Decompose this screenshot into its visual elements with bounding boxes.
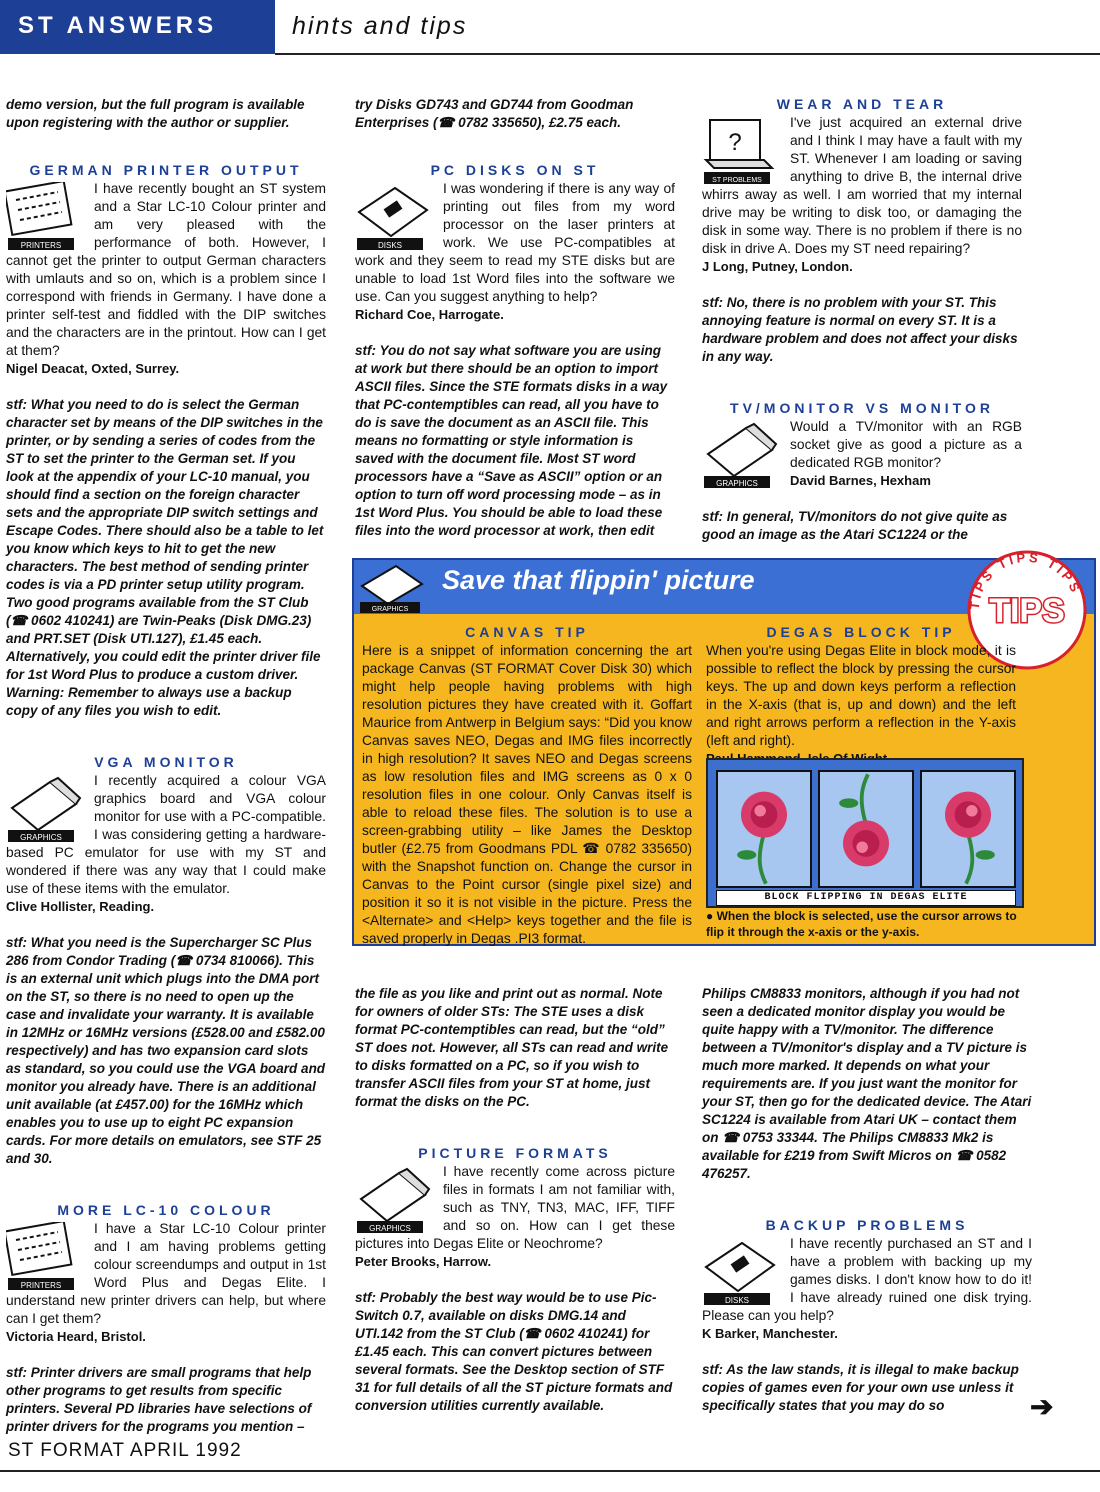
degas-image-caption: BLOCK FLIPPING IN DEGAS ELITE: [716, 890, 1016, 906]
tips-badge-text: TIPS: [989, 592, 1065, 630]
rose-image: [718, 772, 810, 886]
graphics-icon: [355, 1165, 435, 1235]
printers-icon-label: PRINTERS: [20, 1281, 62, 1290]
backup-question: I have recently purchased an ST and I have a problem with backing up my games disks. I don't know how to do it! I have already ruined one disk trying. Please can you help?: [702, 1236, 1032, 1323]
pc-disks-signature: Richard Coe, Harrogate.: [355, 307, 504, 322]
graphics-icon: [6, 774, 86, 844]
backup-answer: stf: As the law stands, it is illegal to make backup copies of games even for your own use unless it specifically states that you may do so: [702, 1362, 1019, 1413]
wear-tear-heading: WEAR AND TEAR: [776, 96, 948, 112]
tv-monitor-signature: David Barnes, Hexham: [790, 473, 931, 488]
degas-tip-body: When you're using Degas Elite in block mode, it is possible to reflect the block by pressing the cursor keys. The up and down keys perform a reflection in the X-axis (that is, up and down) and the left and right arrows perform a reflection in the Y-axis (left and right).: [706, 643, 1016, 748]
page-footer: ST FORMAT APRIL 1992: [8, 1440, 242, 1461]
graphics-icon-label: GRAPHICS: [20, 833, 62, 842]
vga-monitor-answer: stf: What you need is the Supercharger SC Plus 286 from Condor Trading (☎ 0734 810066). This is an external unit which plugs into the DMA port on the ST, so there is no need to open up the case and invalidate your warranty. It is available in 12MHz or 16MHz versions (£528.00 and £582.00 respectively) and has two expansion card slots as standard, so you could use the VGA board and monitor you already have. There is an additional unit available (at £457.00) for the 16MHz which enables you to use up to eight PC expansion cards. For more details on emulators, see STF 25 and 30.: [6, 935, 326, 1166]
footer-rule: [0, 1470, 1100, 1472]
canvas-tip-body: Here is a snippet of information concerning the art package Canvas (ST FORMAT Cover Disk 30) which might help people having problems with high resolution pictures they have created with it. Goffart Maurice from Antwerp in Belgium says: “Did you know Canvas saves NEO, Degas and IMG files incorrectly in high resolution? It saves NEO and Degas screens as low resolution files and IMG screens as 0 x 0 resolution files in one colour. Only Canvas itself is able to reload these files. The solution is to use a screen-grabbing utility – like James the Desktop butler (£2.75 from Goodmans PDL ☎ 0782 335650) with the Snapshot function on. Change the cursor in Canvas to the Point cursor (single pixel size) and position it so it is not visible in the picture. Press the <Alternate> and <Help> keys together and the file is saved properly in Degas .PI3 format.: [362, 643, 692, 946]
disks-icon: [355, 182, 435, 252]
graphics-icon-label: GRAPHICS: [369, 1224, 411, 1233]
intro-text: demo version, but the full program is available upon registering with the author or supplier.: [6, 97, 305, 130]
column-2: [355, 96, 675, 566]
degas-tip: [706, 624, 1016, 768]
vga-monitor-question: I recently acquired a colour VGA graphics board and VGA colour monitor for use with a PC-compatible. I was considering getting a hardware-based PC emulator for use with my ST and wondered if there was any way that I could make use of these items with the emulator.: [6, 773, 326, 896]
vga-monitor-heading: VGA MONITOR: [94, 754, 238, 770]
lc10-question: I have a Star LC-10 Colour printer and I am having problems getting colour screendumps and output in 1st Word Plus and Degas Elite. I understand new printer drivers can help, but where can I get them?: [6, 1221, 326, 1326]
rose-image: [922, 772, 1014, 886]
canvas-tip-heading: CANVAS TIP: [465, 624, 589, 640]
pc-disks-answer: stf: You do not say what software you are using at work but there should be an option to import ASCII files. Since the STE formats disks in a way that PC-contemptibles can read, all you have to do is save the document as an ASCII file. This means no formatting or style information is saved with the document file. Most ST word processors have a “Save as ASCII” option or an option to turn off word processing mode – as in 1st Word Plus. You should be able to load these files into the word processor at work, then edit: [355, 343, 668, 538]
picture-formats-answer: stf: Probably the best way would be to use Pic-Switch 0.7, available on disks DMG.14 and UTI.142 from the ST Club (☎ 0602 410241) for £1.45 each. This can convert pictures between several formats. See the Desktop section of STF 31 for full details of all the ST picture formats and conversion utilities currently available.: [355, 1290, 673, 1413]
st-problems-icon: [702, 116, 782, 186]
degas-tip-heading: DEGAS BLOCK TIP: [766, 624, 956, 640]
header-rule: [275, 53, 1100, 55]
disks-icon: [702, 1237, 782, 1307]
svg-text:?: ?: [728, 129, 742, 156]
st-problems-icon-label: ST PROBLEMS: [712, 177, 762, 184]
pc-disks-answer-continued: the file as you like and print out as normal. Note for owners of older STs: The STE uses a disk format PC-contemptibles can read, but the “old” ST does not. However, all STs can read and write to disks formatted on a PC, so if you wish to transfer ASCII files from your ST at home, just format the disks on the PC.: [355, 986, 669, 1109]
tv-monitor-answer-continued: Philips CM8833 monitors, although if you had not seen a dedicated monitor display you would be quite happy with a TV/monitor. The difference between a TV/monitor's display and a TV picture is much more marked. It depends on what your requirements are. If you just want the monitor for your ST, then go for the dedicated device. The Atari SC1224 is available from Atari UK – contact them on ☎ 0753 33344. The Philips CM8833 Mk2 is available for £219 from Swift Micros on ☎ 0582 476257.: [702, 986, 1032, 1181]
picture-formats-heading: PICTURE FORMATS: [418, 1145, 612, 1161]
vga-monitor-signature: Clive Hollister, Reading.: [6, 899, 155, 914]
rose-frame: [818, 770, 914, 888]
picture-formats-signature: Peter Brooks, Harrow.: [355, 1254, 492, 1269]
pc-disks-heading: PC DISKS ON ST: [430, 162, 600, 178]
canvas-tip: [362, 624, 692, 948]
disks-icon-label: DISKS: [724, 1296, 750, 1305]
column-3-continued: [702, 985, 1032, 1425]
backup-signature: K Barker, Manchester.: [702, 1326, 838, 1341]
german-printer-heading: GERMAN PRINTER OUTPUT: [29, 162, 303, 178]
section-title: ST ANSWERS: [18, 12, 218, 39]
wear-tear-question: I've just acquired an external drive and I think I may have a fault with my ST. Whenever I am loading or saving anything to drive B, the internal drive whirrs away as well. I am worried that my internal drive may be writing to disk too, or damaging the disk in some way. There is no problem if there is no disk in drive A. Does my ST need repairing?: [702, 115, 1022, 256]
backup-heading: BACKUP PROBLEMS: [765, 1217, 969, 1233]
graphics-icon: [702, 420, 782, 490]
column-3: [702, 96, 1022, 556]
pc-disks-question: I was wondering if there is any way of printing out files from my word processor on the laser printers at work. We use PC-compatibles at work and they seem to read my STE disks but are unable to load 1st Word files into the software we use. Can you suggest anything to help?: [355, 181, 675, 304]
tips-title: Save that flippin' picture: [442, 565, 755, 595]
graphics-icon-label: GRAPHICS: [716, 479, 758, 488]
column-1: [6, 96, 326, 1434]
rose-image: [820, 772, 912, 886]
tv-monitor-heading: TV/MONITOR VS MONITOR: [730, 400, 994, 416]
tv-monitor-answer: stf: In general, TV/monitors do not give quite as good an image as the Atari SC1224 or the: [702, 509, 1008, 542]
printers-icon-label: PRINTERS: [20, 241, 62, 250]
lc10-signature: Victoria Heard, Bristol.: [6, 1329, 146, 1344]
german-printer-signature: Nigel Deacat, Oxted, Surrey.: [6, 361, 180, 376]
section-subtitle: hints and tips: [292, 12, 468, 40]
column-2-continued: [355, 985, 675, 1425]
col2-intro: try Disks GD743 and GD744 from Goodman Enterprises (☎ 0782 335650), £2.75 each.: [355, 97, 634, 130]
degas-caption: ● When the block is selected, use the cursor arrows to flip it through the x-axis or the y-axis.: [706, 909, 1017, 939]
german-printer-question: I have recently bought an ST system and a Star LC-10 Colour printer and am very pleased with the performance of both. However, I cannot get the printer to output German characters with umlauts and so on, which is a problem since I correspond with friends in Germany. I have done a printer self-test and fiddled with the DIP switches and the characters are in the printout. How can I get at them?: [6, 181, 326, 358]
printers-icon: [6, 182, 86, 252]
tv-monitor-question: Would a TV/monitor with an RGB socket give as good a picture as a dedicated RGB monitor?: [790, 419, 1022, 470]
disks-icon-label: DISKS: [377, 241, 403, 250]
wear-tear-answer: stf: No, there is no problem with your ST. This annoying feature is normal on every ST. It is a hardware problem and does not affect your disks in any way.: [702, 295, 1018, 364]
rose-frame: [920, 770, 1016, 888]
rose-frame: [716, 770, 812, 888]
graphics-icon-label: GRAPHICS: [371, 606, 409, 613]
german-printer-answer: stf: What you need to do is select the German character set by means of the DIP switches in the printer, or by sending a series of codes from the ST to set the printer to the German set. If you look at the appendix of your LC-10 manual, you should find a section on the foreign character sets and the appropriate DIP switch settings and Escape Codes. There should also be a table to let you know which keys to hit to get the new characters. The best method of sending printer codes is via a PD printer setup utility program. Two good programs available from the ST Club (☎ 0602 410241) are Twin-Peaks (Disk DMG.23) and PRT.SET (Disk UTI.127), £1.45 each. Alternatively, you could edit the printer driver file for 1st Word Plus to produce a custom driver.: [6, 397, 324, 682]
lc10-heading: MORE LC-10 COLOUR: [57, 1202, 275, 1218]
picture-formats-question: I have recently come across picture files in formats I am not familiar with, such as TNY, TN3, MAC, IFF, TIFF and so on. How can I get these pictures into Degas Elite or Neochrome?: [355, 1164, 675, 1251]
german-printer-warning: Warning: Remember to always use a backup copy of any files you wish to edit.: [6, 685, 292, 718]
continue-arrow-icon: ➔: [1030, 1391, 1054, 1422]
wear-tear-signature: J Long, Putney, London.: [702, 259, 853, 274]
lc10-answer: stf: Printer drivers are small programs that help other programs to get results from specific printers. Several PD libraries have selections of printer drivers for the programs you mention –: [6, 1365, 312, 1434]
graphics-icon: [356, 562, 436, 614]
degas-screenshot: [706, 758, 1024, 908]
tips-badge-ring: TIPS TIPS TIPS: [966, 549, 1085, 611]
printers-icon: [6, 1222, 86, 1292]
